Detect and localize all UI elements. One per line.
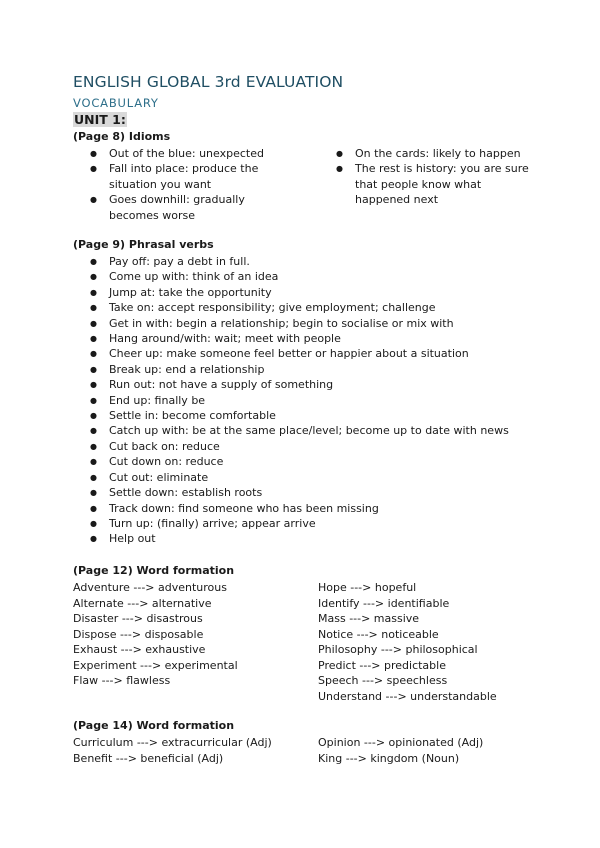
- list-item: ● Goes downhill: gradually becomes worse: [90, 192, 295, 223]
- list-item: ● Catch up with: be at the same place/level; become up to date with news: [90, 423, 570, 438]
- list-item: Flaw ---> flawless: [73, 674, 171, 687]
- list-item: ● Pay off: pay a debt in full.: [90, 254, 570, 269]
- list-item: ● Take on: accept responsibility; give employment; challenge: [90, 300, 570, 315]
- list-item: Curriculum ---> extracurricular (Adj): [73, 736, 272, 749]
- idioms-heading: (Page 8) Idioms: [73, 130, 171, 143]
- list-item: ● Cheer up: make someone feel better or happier about a situation: [90, 346, 570, 361]
- list-item: Philosophy ---> philosophical: [318, 643, 478, 656]
- list-item: ● Come up with: think of an idea: [90, 269, 570, 284]
- list-item: Alternate ---> alternative: [73, 596, 212, 610]
- unit-heading: [73, 112, 127, 127]
- unit-heading-text: UNIT 1:: [74, 112, 126, 127]
- phrasal-verbs-list: [90, 254, 570, 547]
- list-item: ● Cut out: eliminate: [90, 470, 570, 485]
- list-item: Speech ---> speechless: [318, 674, 448, 687]
- list-item: Identify ---> identifiable: [318, 596, 450, 610]
- list-item: King ---> kingdom (Noun): [318, 751, 460, 765]
- list-item: ● Cut back on: reduce: [90, 439, 570, 454]
- list-item: ● End up: finally be: [90, 393, 570, 408]
- list-item: ● Settle in: become comfortable: [90, 408, 570, 423]
- word-formation-14-right: [318, 735, 483, 766]
- word-formation-12-heading: (Page 12) Word formation: [73, 564, 235, 577]
- list-item: ● The rest is history: you are sure that people know what happened next: [336, 161, 536, 207]
- word-formation-12-left: [73, 580, 238, 689]
- word-formation-14-heading: (Page 14) Word formation: [73, 719, 235, 732]
- list-item: Understand ---> understandable: [318, 689, 497, 703]
- list-item: Mass ---> massive: [318, 612, 420, 625]
- list-item: ● Fall into place: produce the situation you want: [90, 161, 295, 192]
- document-subtitle: VOCABULARY: [73, 96, 159, 110]
- list-item: Predict ---> predictable: [318, 658, 446, 672]
- word-formation-12-right: [318, 580, 497, 704]
- list-item: ● Get in with: begin a relationship; begin to socialise or mix with: [90, 316, 570, 331]
- list-item: ● Run out: not have a supply of something: [90, 377, 570, 392]
- list-item: Disaster ---> disastrous: [73, 612, 203, 625]
- list-item: ● Jump at: take the opportunity: [90, 285, 570, 300]
- phrasal-verbs-heading: (Page 9) Phrasal verbs: [73, 238, 214, 251]
- idioms-list-left: [90, 146, 295, 223]
- list-item: ● Out of the blue: unexpected: [90, 146, 295, 161]
- list-item: ● Cut down on: reduce: [90, 454, 570, 469]
- list-item: ● Hang around/with: wait; meet with people: [90, 331, 570, 346]
- list-item: Benefit ---> beneficial (Adj): [73, 751, 224, 765]
- list-item: Notice ---> noticeable: [318, 627, 439, 641]
- list-item: ● Settle down: establish roots: [90, 485, 570, 500]
- list-item: Experiment ---> experimental: [73, 658, 238, 672]
- list-item: ● Track down: find someone who has been missing: [90, 501, 570, 516]
- list-item: Hope ---> hopeful: [318, 581, 417, 594]
- list-item: ● On the cards: likely to happen: [336, 146, 536, 161]
- list-item: Opinion ---> opinionated (Adj): [318, 736, 484, 749]
- list-item: ● Break up: end a relationship: [90, 362, 570, 377]
- idioms-list-right: [336, 146, 536, 208]
- list-item: Dispose ---> disposable: [73, 627, 204, 641]
- list-item: Adventure ---> adventurous: [73, 581, 227, 594]
- list-item: ● Turn up: (finally) arrive; appear arrive: [90, 516, 570, 531]
- list-item: ● Help out: [90, 531, 570, 546]
- word-formation-14-left: [73, 735, 272, 766]
- document-title: ENGLISH GLOBAL 3rd EVALUATION: [73, 73, 344, 91]
- list-item: Exhaust ---> exhaustive: [73, 643, 206, 656]
